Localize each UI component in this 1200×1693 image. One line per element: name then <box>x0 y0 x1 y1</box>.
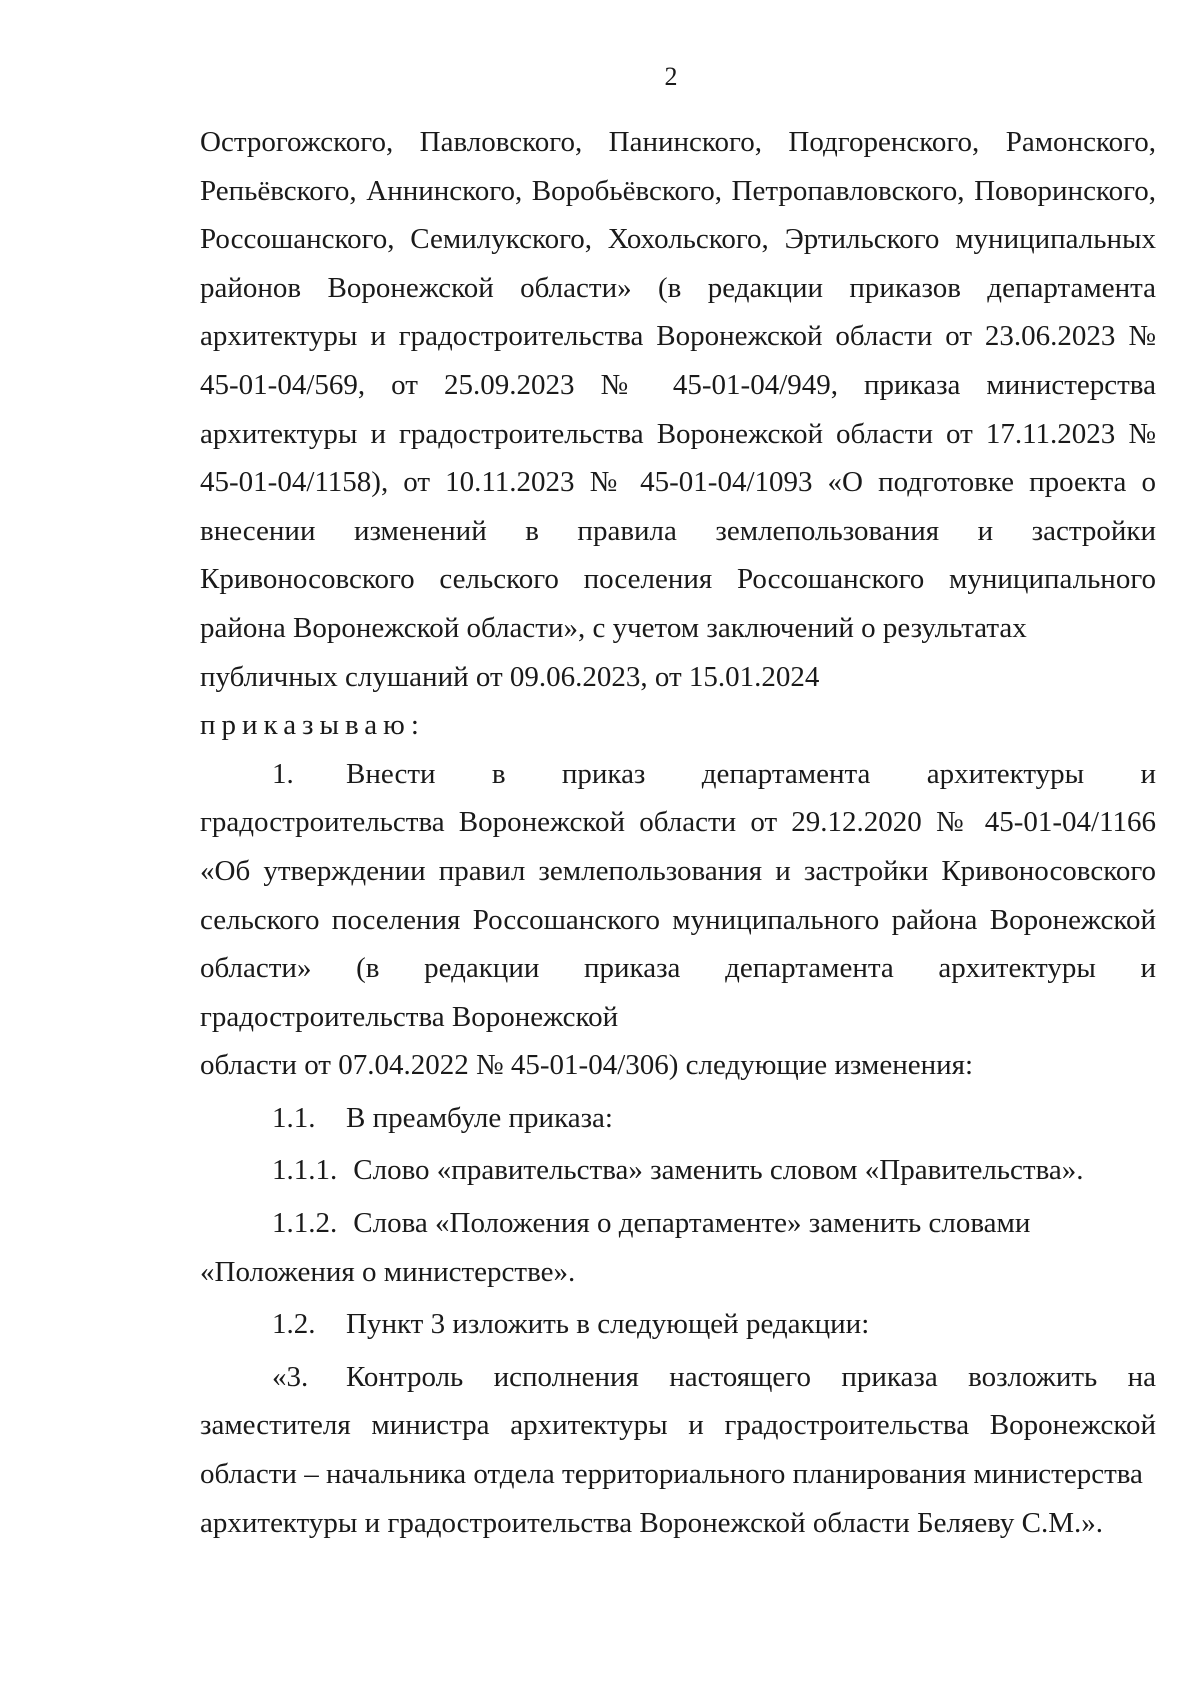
page-number: 2 <box>664 62 678 91</box>
directive-word: приказываю: <box>200 709 425 742</box>
item-number: 1.1.2. <box>272 1207 338 1240</box>
item-text: В преамбуле приказа: <box>346 1101 613 1134</box>
item-number: «3. <box>272 1360 309 1393</box>
item-number: 1.1.1. <box>272 1154 338 1187</box>
item-number: 1. <box>272 757 294 790</box>
item-text: Слова «Положения о департаменте» заменить словами <box>353 1207 1031 1240</box>
item-quoted-3 <box>200 1353 1156 1499</box>
item-text: Слово «правительства» заменить словом «Правительства». <box>353 1154 1084 1187</box>
item-number: 1.1. <box>272 1101 316 1134</box>
item-1-1-1 <box>200 1146 1156 1195</box>
item-text: Контроль исполнения настоящего приказа возложить на заместителя министра архитектуры и градостроительства Воронежской области – начальника отдела территориального планирования министерства <box>200 1360 1156 1491</box>
item-1 <box>200 750 1156 1042</box>
item-number: 1.2. <box>272 1308 316 1341</box>
item-1-1 <box>200 1094 1156 1143</box>
item-1-2 <box>200 1300 1156 1349</box>
item-text: Пункт 3 изложить в следующей редакции: <box>346 1308 870 1341</box>
item-1-last-line: области от 07.04.2022 № 45-01-04/306) следующие изменения: <box>200 1049 974 1082</box>
intro-paragraph-last-line: публичных слушаний от 09.06.2023, от 15.01.2024 <box>200 660 820 693</box>
document-body <box>200 118 1156 1547</box>
item-text: Внести в приказ департамента архитектуры и градостроительства Воронежской области от 29.12.2020 № 45-01-04/1166 «Об утверждении правил землепользования и застройки Кривоносовского сельского поселения Россошанского муниципального района Воронежской области» (в редакции приказа департамента архитектуры и градостроительства Воронежской <box>200 757 1156 1033</box>
item-1-1-2-last-line: «Положения о министерстве». <box>200 1255 576 1288</box>
intro-paragraph: Острогожского, Павловского, Панинского, Подгоренского, Рамонского, Репьёвского, Аннинского, Воробьёвского, Петропавловского, Поворинского, Россошанского, Семилукского, Хохольского, Эртильского муниципальных районов Воронежской области» (в редакции приказов департамента архитектуры и градостроительства Воронежской области от 23.06.2023 № 45-01-04/569, от 25.09.2023 № 45-01-04/949, приказа министерства архитектуры и градостроительства Воронежской области от 17.11.2023 № 45-01-04/1158), от 10.11.2023 № 45-01-04/1093 «О подготовке проекта о внесении изменений в правила землепользования и застройки Кривоносовского сельского поселения Россошанского муниципального района Воронежской области», с учетом заключений о результатах <box>200 126 1156 644</box>
item-1-1-2 <box>200 1199 1156 1248</box>
item-quoted-3-last-line: архитектуры и градостроительства Воронежской области Беляеву С.М.». <box>200 1506 1104 1539</box>
